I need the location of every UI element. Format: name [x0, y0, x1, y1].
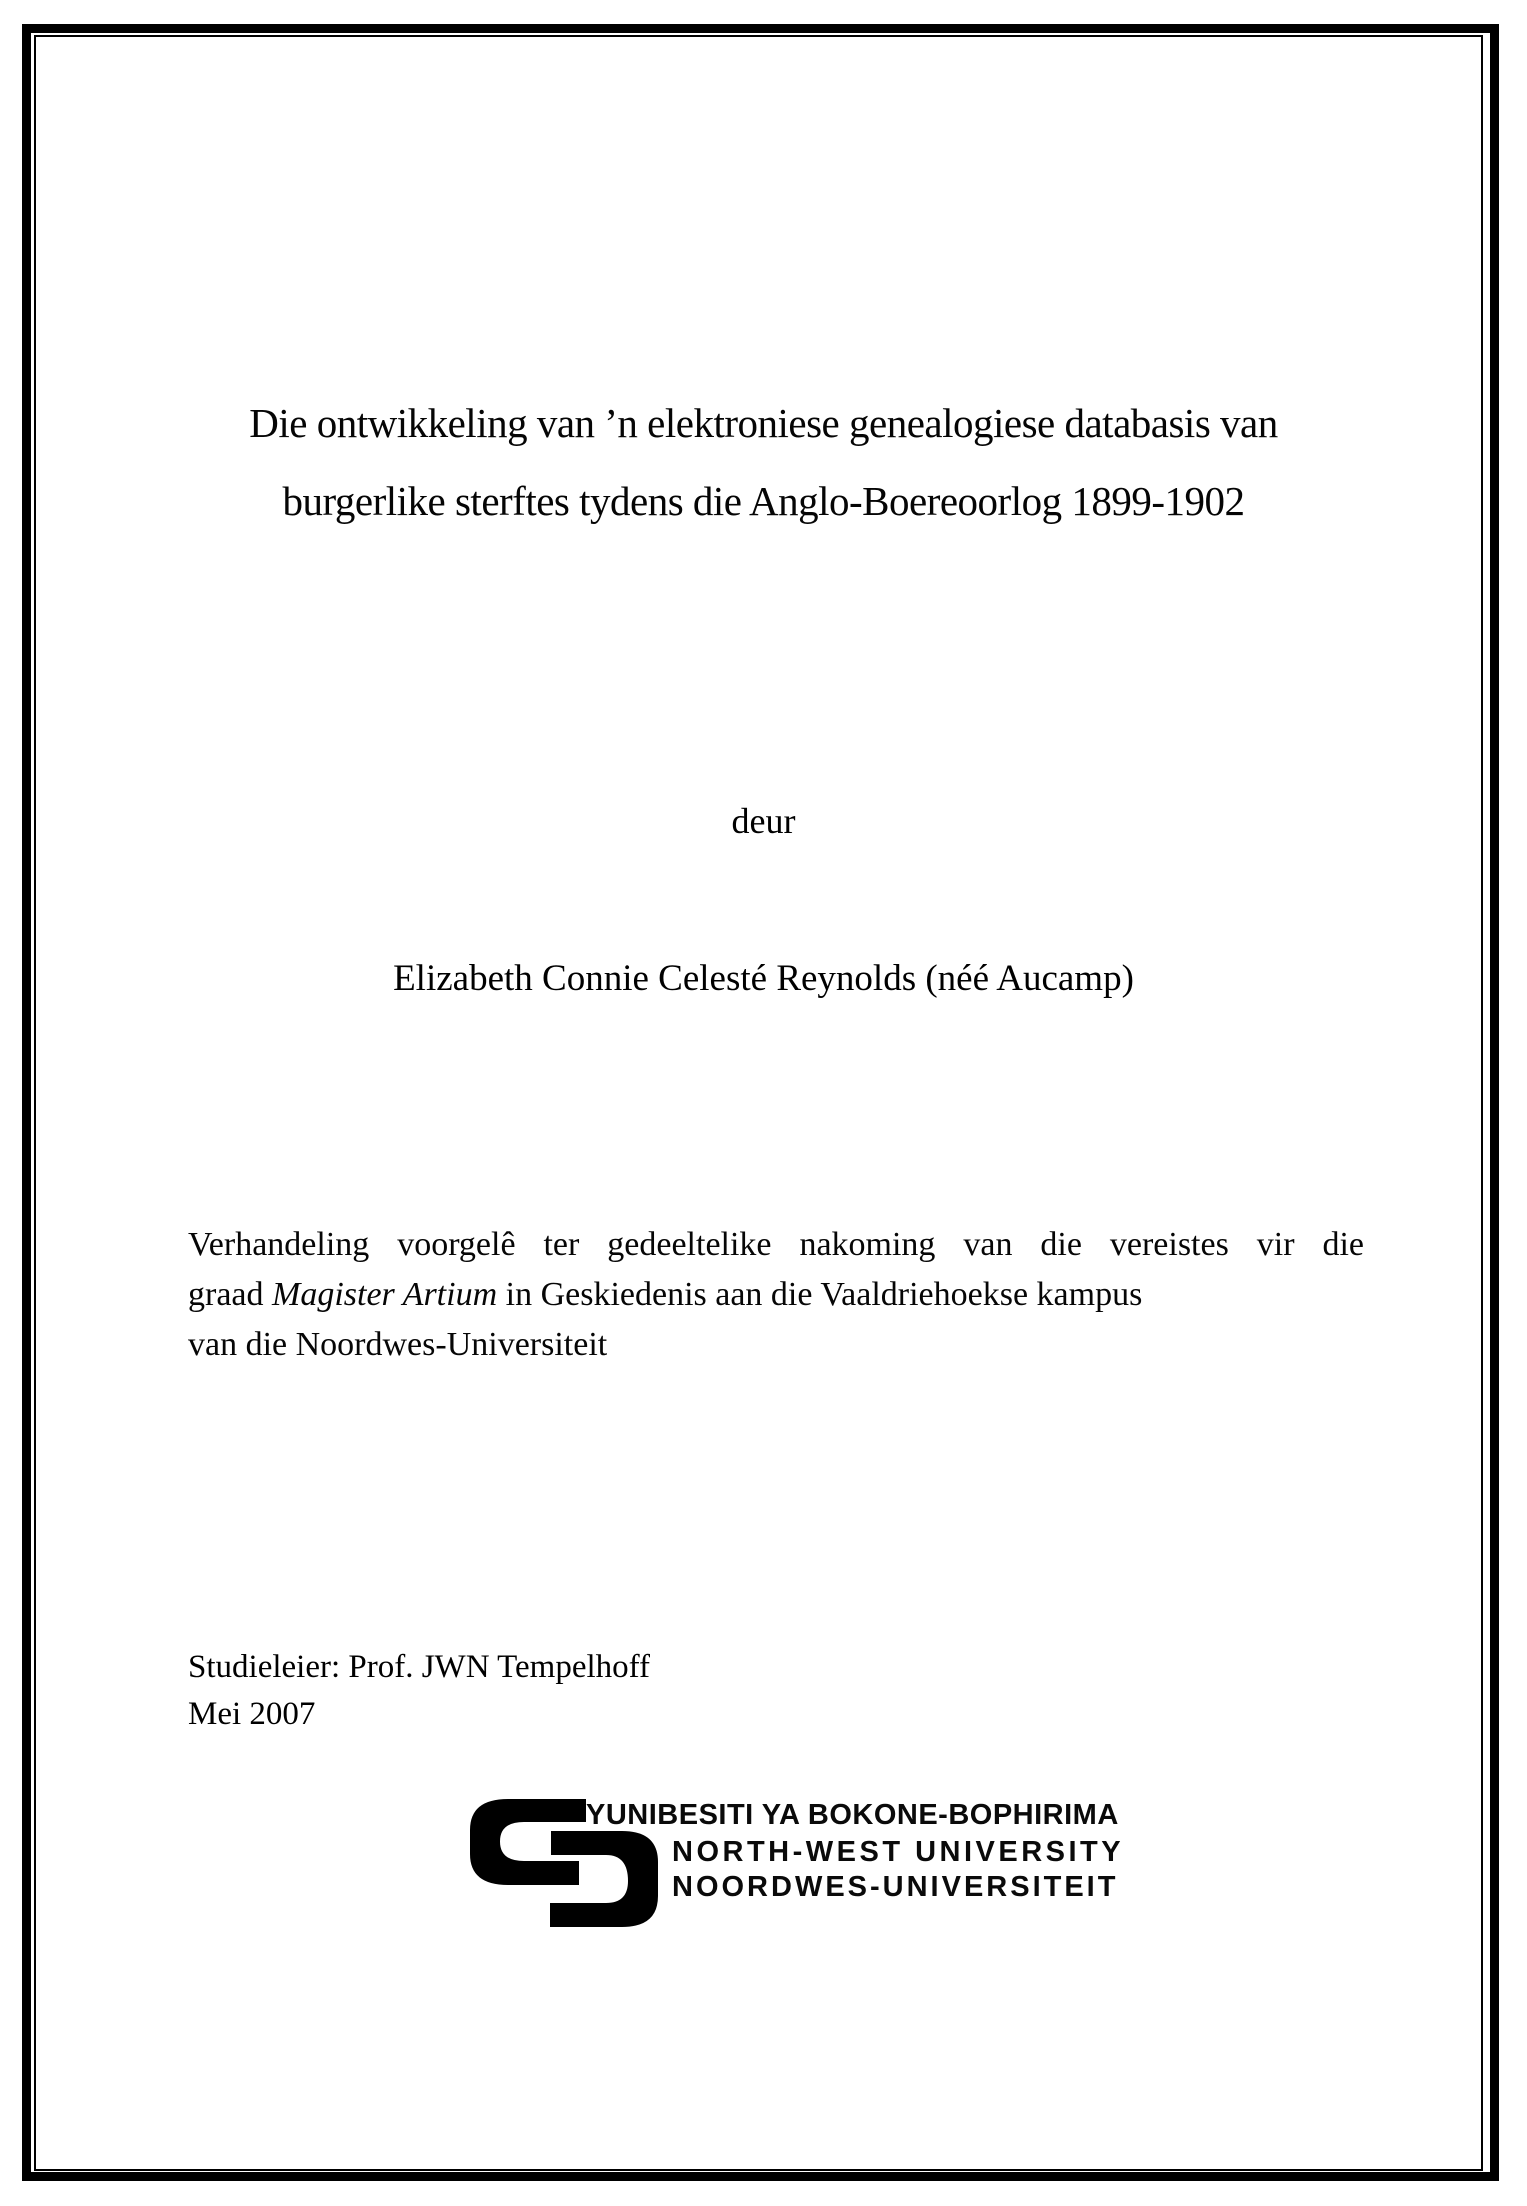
degree-statement-line-2	[188, 1270, 1364, 1320]
logo-text-setswana: YUNIBESITI YA BOKONE-BOPHIRIMA	[586, 1799, 1119, 1831]
author-name: Elizabeth Connie Celesté Reynolds (néé Aucamp)	[393, 958, 1134, 999]
supervisor-line: Studieleier: Prof. JWN Tempelhoff	[188, 1649, 651, 1685]
degree-statement	[188, 1220, 1364, 1370]
thesis-title	[0, 384, 1527, 540]
degree-statement-line-2-suffix: in Geskiedenis aan die Vaaldriehoekse kampus	[497, 1276, 1143, 1313]
thesis-title-line-2: burgerlike sterftes tydens die Anglo-Boereoorlog 1899-1902	[282, 478, 1245, 524]
thesis-title-line-1: Die ontwikkeling van ’n elektroniese genealogiese databasis van	[249, 400, 1278, 446]
date-line: Mei 2007	[188, 1696, 316, 1732]
logo-text-afrikaans: NOORDWES-UNIVERSITEIT	[672, 1871, 1119, 1903]
logo-text-english: NORTH-WEST UNIVERSITY	[672, 1836, 1125, 1868]
university-logo	[466, 1797, 1166, 1937]
degree-statement-line-2-prefix: graad	[188, 1276, 273, 1313]
degree-statement-line-1: Verhandeling voorgelê ter gedeeltelike nakoming van die vereistes vir die	[188, 1226, 1364, 1263]
degree-name-italic: Magister Artium	[272, 1276, 498, 1313]
byline-label: deur	[731, 801, 796, 841]
credits-block	[188, 1644, 650, 1738]
degree-statement-line-3: van die Noordwes-Universiteit	[188, 1326, 608, 1363]
